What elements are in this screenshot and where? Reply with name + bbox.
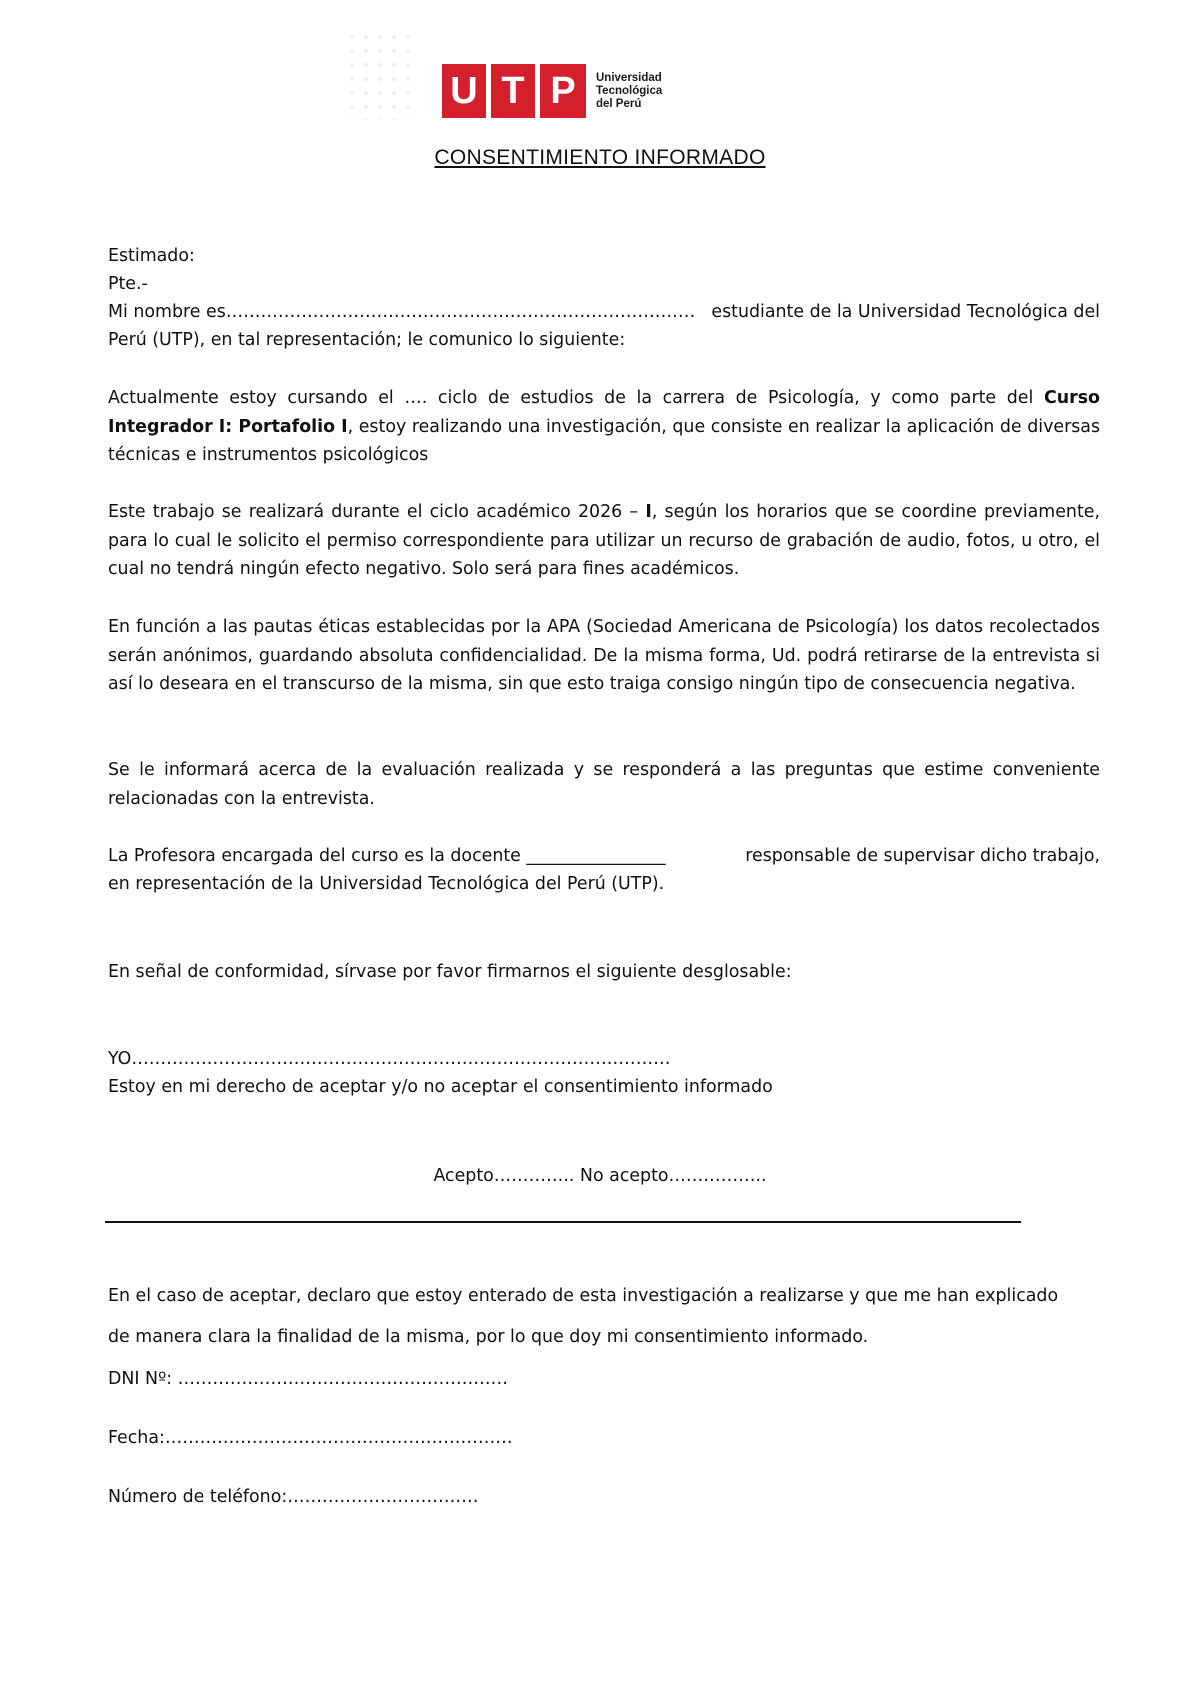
para2-text: Este trabajo se realizará durante el ciclo académico 2026 – [108, 502, 646, 522]
cut-divider [105, 1221, 1021, 1223]
professor-line [108, 842, 1100, 870]
professor-representation: en representación de la Universidad Tecnológica del Perú (UTP). [108, 874, 665, 894]
logo-name-line: del Perú [596, 97, 642, 110]
logo-university-name [596, 72, 662, 111]
para2-text-end: , según los horarios que se coordine previamente, para lo cual le solicito el permiso correspondiente para utilizar un recurso de grabación de audio, fotos, u otro, el cual no tendrá ningún efecto negativo. Solo será para fines académicos. [108, 502, 1100, 579]
greeting-pte: Pte.- [108, 274, 148, 294]
greeting-estimado: Estimado: [108, 246, 195, 266]
paragraph-course [108, 384, 1100, 470]
logo-name-line: Tecnológica [596, 84, 663, 97]
declaration-line-1: En el caso de aceptar, declaro que estoy enterado de esta investigación a realizarse y que me han explicado [108, 1286, 1059, 1306]
date-field: Fecha:…………………………………………………… [108, 1428, 513, 1448]
professor-blank: La Profesora encargada del curso es la docente ________________ [108, 846, 666, 866]
logo-letter-p: P [540, 64, 586, 118]
logo-letter-blocks [442, 64, 586, 118]
paragraph-schedule [108, 498, 1100, 584]
semester-bold: I [645, 502, 652, 522]
utp-logo [442, 64, 662, 118]
logo-letter-t: T [491, 64, 535, 118]
document-title: CONSENTIMIENTO INFORMADO [434, 146, 766, 169]
declaration-line-2: de manera clara la finalidad de la misma, por lo que doy mi consentimiento informado. [108, 1327, 869, 1347]
yo-signature-line: YO………………………………………………………………………………… [108, 1049, 671, 1069]
phone-field: Número de teléfono:…………………………… [108, 1487, 479, 1507]
student-text: estudiante de la Universidad Tecnológica del [711, 302, 1100, 322]
name-blank: Mi nombre es……………………………………………………………………… [108, 302, 696, 322]
greeting-name-line [108, 298, 1100, 326]
conformity-text: En señal de conformidad, sírvase por favor firmarnos el siguiente desglosable: [108, 962, 792, 982]
para3-text: En función a las pautas éticas establecidas por la APA (Sociedad Americana de Psicología) los datos recolectados serán anónimos, guardando absoluta confidencialidad. De la misma forma, Ud. podrá retirarse de la entrevista si así lo deseara en el transcurso de la misma, sin que esto traiga consigo ningún tipo de consecuencia negativa. [108, 617, 1100, 694]
supervise-text: responsable de supervisar dicho trabajo, [745, 846, 1100, 866]
logo-name-line: Universidad [596, 71, 662, 84]
dni-field: DNI Nº: ………………………………………………… [108, 1369, 509, 1389]
para1-text: Actualmente estoy cursando el …. ciclo de estudios de la carrera de Psicología, y como parte del [108, 388, 1044, 408]
logo-dot-pattern [345, 30, 415, 120]
accept-options: Acepto………….. No acepto…………….. [433, 1166, 767, 1186]
rights-text: Estoy en mi derecho de aceptar y/o no aceptar el consentimiento informado [108, 1077, 773, 1097]
paragraph-evaluation [108, 756, 1100, 813]
logo-letter-u: U [442, 64, 486, 118]
greeting-representation: Perú (UTP), en tal representación; le comunico lo siguiente: [108, 330, 626, 350]
para4-text: Se le informará acerca de la evaluación realizada y se responderá a las preguntas que estime conveniente relacionadas con la entrevista. [108, 760, 1100, 809]
course-name: Curso Integrador I: Portafolio I [108, 388, 1100, 437]
paragraph-ethics [108, 613, 1100, 699]
para1-text-end: , estoy realizando una investigación, que consiste en realizar la aplicación de diversas técnicas e instrumentos psicológicos [108, 416, 1101, 465]
